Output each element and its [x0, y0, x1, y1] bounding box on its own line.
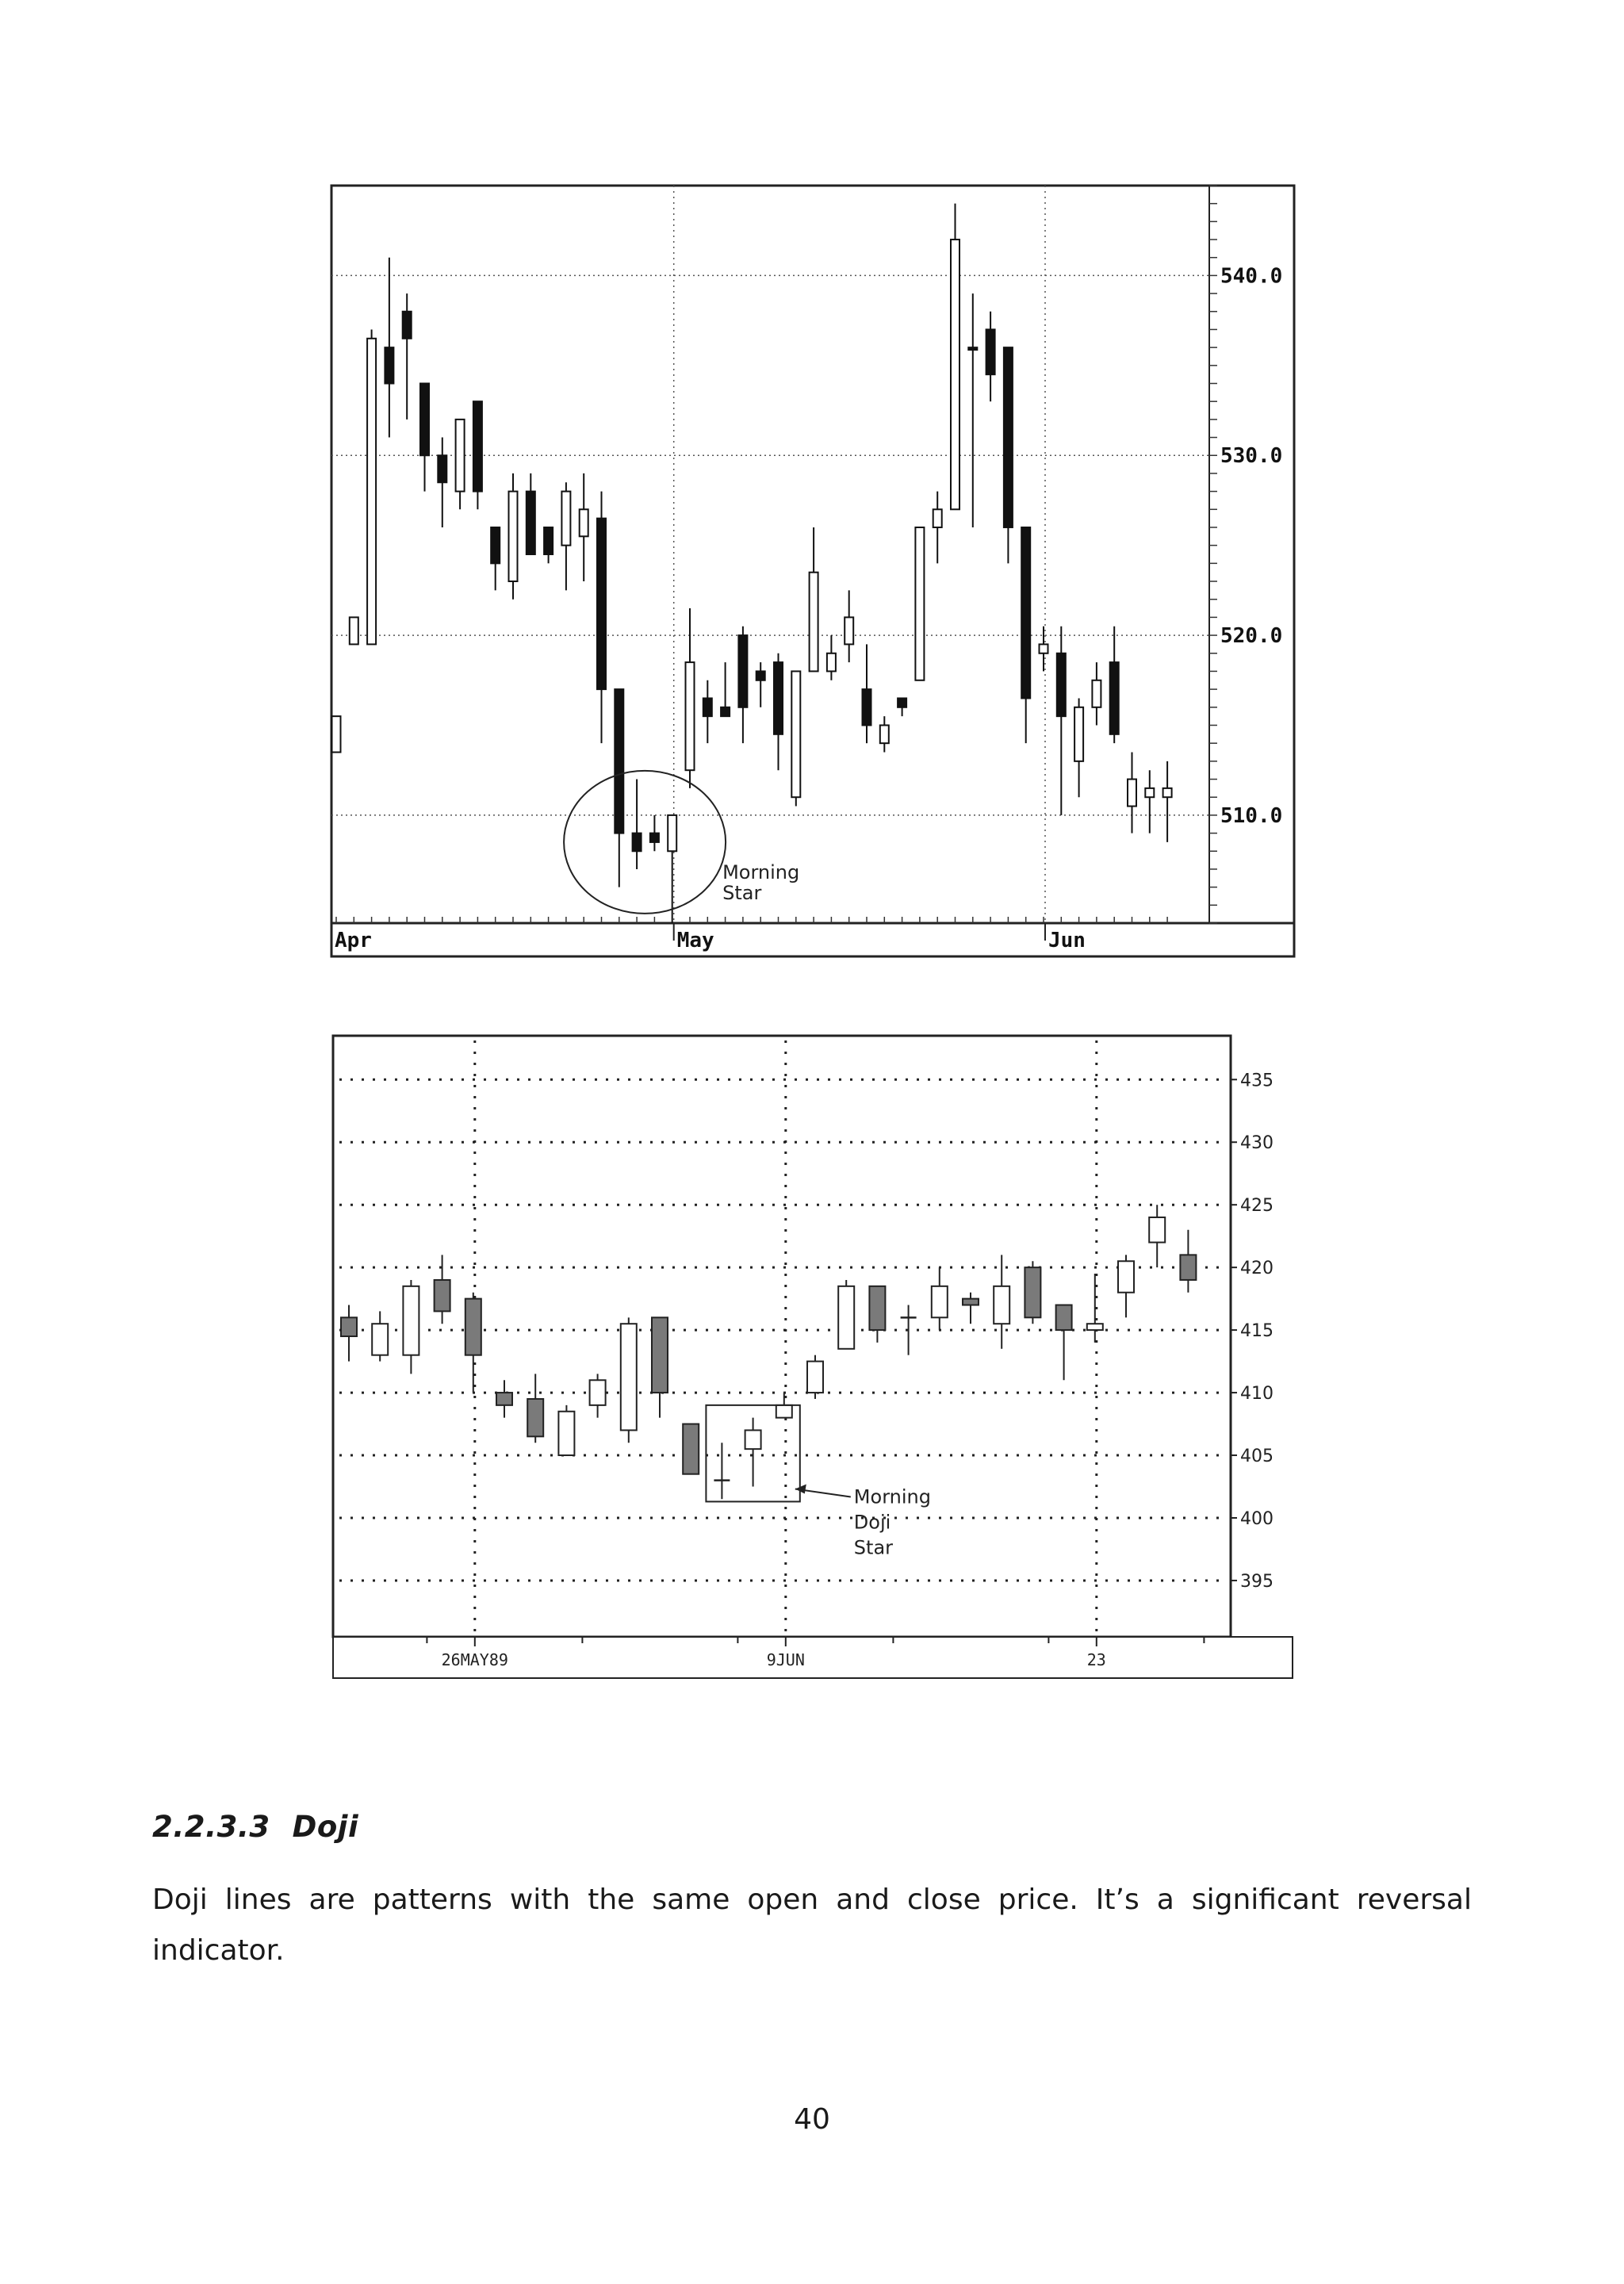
candle-body [544, 527, 553, 554]
candle-body [473, 401, 482, 491]
candle-body [561, 492, 570, 546]
candle-body [465, 1299, 481, 1355]
candle-body [1021, 527, 1030, 698]
candle-body [721, 707, 730, 716]
candle-body [869, 1286, 885, 1330]
candle-body [827, 653, 836, 672]
candle-body [496, 1393, 512, 1405]
candle-body [745, 1430, 761, 1449]
candle-body [633, 834, 642, 852]
candle-body [1110, 662, 1119, 734]
candle-body [1145, 788, 1154, 797]
candle-body [403, 1286, 419, 1355]
y-tick-label: 410 [1240, 1384, 1274, 1405]
section-heading [152, 1810, 358, 1844]
candle-body [915, 527, 924, 680]
candle-body [597, 519, 606, 689]
candle-body [650, 834, 659, 842]
section-number: 2.2.3.3 [152, 1810, 270, 1844]
candle-body [968, 347, 977, 350]
candle-body [1163, 788, 1172, 797]
candle-body [621, 1324, 637, 1430]
x-tick-label: Jun [1048, 929, 1086, 952]
morning-doji-star-chart [330, 1033, 1296, 1683]
plot-frame [331, 186, 1294, 956]
candle-body [367, 339, 376, 645]
candle-body [372, 1324, 388, 1355]
candle-body [403, 312, 412, 339]
y-tick-label: 430 [1240, 1133, 1274, 1154]
candle-body [1149, 1217, 1165, 1243]
candle-body [385, 347, 393, 383]
candle-body [1087, 1324, 1103, 1330]
candle-body [350, 617, 358, 644]
candle-body [1074, 707, 1083, 761]
candle-body [1092, 680, 1101, 707]
candle-body [898, 698, 906, 707]
candle-body [932, 1286, 948, 1317]
y-tick-label: 530.0 [1220, 444, 1283, 469]
candle-body [838, 1286, 854, 1349]
candle-body [1040, 644, 1048, 653]
morning-doji-star-chart-svg [330, 1033, 1296, 1683]
y-tick-label: 540.0 [1220, 264, 1283, 289]
candle-body [1128, 780, 1136, 807]
candle-body [1004, 347, 1013, 527]
x-tick-label: 26MAY89 [441, 1650, 508, 1669]
candle-body [527, 1399, 543, 1436]
candle-body [703, 698, 712, 716]
candle-body [986, 329, 995, 374]
candle-body [615, 689, 623, 833]
candle-body [527, 492, 535, 554]
annotation-label: Morning [853, 1485, 931, 1508]
annotation-label: Morning [722, 860, 800, 883]
candle-body [1180, 1255, 1196, 1280]
candle-body [756, 671, 765, 680]
candle-body [807, 1362, 823, 1393]
x-tick-label: Apr [335, 929, 372, 952]
candle-body [332, 716, 341, 752]
candle-body [776, 1405, 792, 1418]
candle-body [1057, 653, 1066, 716]
candle-body [863, 689, 871, 725]
annotation-label: Star [722, 881, 762, 904]
page-number: 40 [794, 2103, 830, 2136]
candle-body [880, 725, 889, 743]
candle-body [652, 1317, 668, 1393]
body-paragraph: Doji lines are patterns with the same open and close price. It’s a significant reversal indicator. [152, 1884, 1472, 1967]
x-tick-label: 9JUN [766, 1650, 805, 1669]
candle-body [341, 1317, 357, 1336]
y-tick-label: 510.0 [1220, 803, 1283, 828]
candle-body [683, 1424, 699, 1474]
candle-body [845, 617, 853, 644]
candle-body [1056, 1305, 1072, 1331]
candle-body [1025, 1267, 1040, 1317]
candle-body [774, 662, 783, 734]
candle-body [810, 573, 818, 672]
candle-body [994, 1286, 1009, 1324]
x-tick-label: 23 [1086, 1650, 1106, 1669]
candle-body [435, 1280, 450, 1311]
annotation-label: Doji [853, 1511, 891, 1534]
candle-body [1118, 1261, 1134, 1292]
candle-body [438, 455, 446, 482]
candle-body [558, 1412, 574, 1455]
section-title: Doji [292, 1810, 359, 1844]
candle-body [951, 240, 959, 509]
x-tick-label: May [676, 929, 714, 952]
y-tick-label: 395 [1240, 1571, 1274, 1592]
y-tick-label: 405 [1240, 1447, 1274, 1467]
candle-body [509, 492, 518, 581]
y-tick-label: 420 [1240, 1259, 1274, 1279]
candle-body [738, 635, 747, 707]
candle-body [933, 509, 942, 527]
candle-body [686, 662, 695, 770]
candle-body [668, 815, 676, 851]
candle-body [420, 384, 429, 456]
y-tick-label: 435 [1240, 1071, 1274, 1091]
candle-body [491, 527, 500, 563]
morning-star-chart-svg [325, 181, 1299, 966]
morning-star-chart [325, 181, 1299, 966]
candle-body [963, 1299, 979, 1305]
candle-body [580, 509, 588, 536]
y-tick-label: 520.0 [1220, 624, 1283, 649]
candle-body [590, 1380, 606, 1405]
candle-body [791, 671, 800, 797]
y-tick-label: 425 [1240, 1196, 1274, 1217]
y-tick-label: 400 [1240, 1508, 1274, 1529]
y-tick-label: 415 [1240, 1321, 1274, 1342]
annotation-label: Star [853, 1536, 894, 1559]
candle-body [456, 420, 465, 492]
